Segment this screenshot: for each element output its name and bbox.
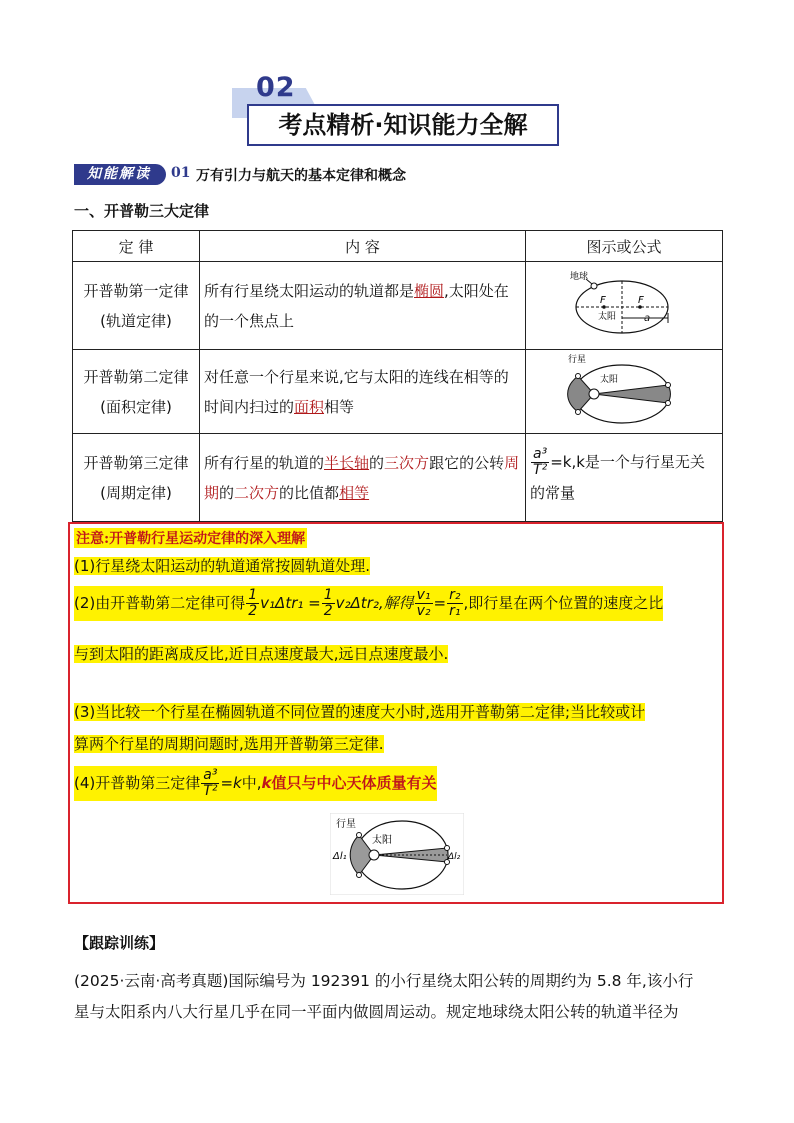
law-name-line1: 开普勒第二定律: [83, 367, 189, 386]
law-figure: [526, 262, 723, 350]
law-figure: [526, 350, 723, 434]
note-emphasis: 值只与中心天体质量有关: [271, 774, 437, 792]
formula-denominator: T²: [533, 462, 548, 478]
arc-label-1: Δl₁: [333, 851, 347, 862]
law-content: [200, 350, 526, 434]
sun-label: 太阳: [598, 311, 617, 322]
content-text: 所有行星绕太阳运动的轨道都是: [204, 281, 415, 300]
frac-num: 1: [323, 587, 333, 603]
frac-den: 2: [248, 603, 258, 619]
content-text: ,太阳处在的一个焦点上: [204, 281, 509, 330]
note-text: (1)行星绕太阳运动的轨道通常按圆轨道处理.: [74, 557, 371, 575]
tag-label: 知能解读: [87, 166, 151, 182]
law-content: [200, 434, 526, 522]
formula-numerator: a³: [533, 446, 548, 462]
planet-label: 行星: [568, 354, 587, 365]
law-name-line1: 开普勒第一定律: [83, 281, 189, 300]
focus-label: F: [638, 294, 644, 306]
header-content: 内 容: [200, 231, 526, 262]
section-number: 02: [256, 72, 296, 103]
fraction-half: [246, 588, 259, 619]
equation-term: v₂Δtr₂,解得: [335, 594, 414, 612]
keyword-area: 面积: [294, 397, 325, 416]
content-text: 的: [219, 483, 235, 502]
keyword-equal: 相等: [339, 483, 370, 502]
frac-den: 2: [323, 603, 333, 619]
note-text: (3)当比较一个行星在椭圆轨道不同位置的速度大小时,选用开普勒第二定律;当比较或计: [74, 703, 646, 721]
ellipse-orbit-diagram: [564, 269, 684, 339]
law-name-line1: 开普勒第三定律: [83, 453, 189, 472]
tag-number: 01: [171, 165, 191, 181]
note-text: (2)由开普勒第二定律可得: [74, 594, 246, 612]
content-text: 对任意一个行星来说,它与太阳的连线在相等的时间内扫过的: [204, 367, 509, 416]
law-formula: [526, 434, 723, 522]
equation-term: =k: [220, 774, 242, 792]
content-text: 相等: [324, 397, 355, 416]
tracking-label: 【跟踪训练】: [74, 934, 165, 952]
frac-den: T²: [203, 783, 218, 799]
note-point-2-cont: [74, 642, 448, 666]
note-text: ,即行星在两个位置的速度之比: [463, 594, 664, 612]
frac-den: r₁: [449, 603, 461, 619]
content-text: 跟它的公转: [429, 453, 505, 472]
content-text: 的: [369, 453, 385, 472]
law-content: [200, 262, 526, 350]
note-point-1: [74, 554, 370, 578]
table-header-row: [73, 231, 723, 262]
question-line-1: (2025·云南·高考真题)国际编号为 192391 的小行星绕太阳公转的周期约为 5.8 年,该小行: [74, 972, 694, 990]
law-name-line2: (轨道定律): [100, 311, 172, 330]
table-row: [73, 262, 723, 350]
law-name-line2: (周期定律): [100, 483, 172, 502]
law-name: [73, 350, 200, 434]
formula-fraction: [531, 447, 549, 478]
keyword-square: 二次方: [234, 483, 280, 502]
formula-fraction: [201, 768, 219, 799]
law-name: [73, 262, 200, 350]
frac-num: v₁: [416, 587, 431, 603]
note-text: 算两个行星的周期问题时,选用开普勒第三定律.: [74, 735, 384, 753]
area-law-diagram: [564, 354, 684, 426]
arc-label-2: Δl₂: [448, 852, 461, 862]
semi-major-axis-label: a: [644, 312, 651, 324]
frac-num: r₂: [449, 587, 461, 603]
content-text: 的比值都: [279, 483, 340, 502]
table-row: [73, 350, 723, 434]
content-text: 所有行星的轨道的: [204, 453, 325, 472]
note-title: 注意:开普勒行星运动定律的深入理解: [74, 528, 307, 548]
keyword-period: 周期: [204, 453, 520, 502]
earth-label: 地球: [570, 271, 589, 282]
header-figure: 图示或公式: [526, 231, 723, 262]
focus-label: F: [600, 294, 606, 306]
keyword-ellipse: 椭圆: [414, 281, 445, 300]
page-title: 考点精析·知识能力全解: [278, 111, 528, 139]
keyword-cube: 三次方: [384, 453, 430, 472]
question-line-2: 星与太阳系内八大行星几乎在同一平面内做圆周运动。规定地球绕太阳公转的轨道半径为: [74, 1003, 679, 1021]
frac-num: 1: [248, 587, 258, 603]
sun-label: 太阳: [372, 835, 392, 846]
law-name: [73, 434, 200, 522]
orbit-arc-diagram: [330, 813, 464, 895]
fraction-velocity: [415, 588, 433, 619]
note-text: 与到太阳的距离成反比,近日点速度最大,远日点速度最小.: [74, 645, 449, 663]
fraction-radius: [447, 588, 462, 619]
header-law: 定 律: [73, 231, 200, 262]
equation-term: v₁Δtr₁ =: [260, 594, 321, 612]
section-heading: 一、开普勒三大定律: [74, 202, 210, 220]
keyword-semimajor: 半长轴: [324, 453, 370, 472]
table-row: [73, 434, 723, 522]
k-symbol: k: [261, 774, 272, 792]
note-point-4: [74, 766, 437, 801]
note-point-3-cont: [74, 732, 384, 756]
note-text: 中,: [241, 774, 262, 792]
fraction-half: [322, 588, 335, 619]
frac-den: v₂: [416, 603, 431, 619]
planet-label: 行星: [336, 819, 356, 830]
note-text: (4)开普勒第三定律: [74, 774, 201, 792]
sun-label: 太阳: [600, 374, 619, 385]
law-name-line2: (面积定律): [100, 397, 172, 416]
tag-title: 万有引力与航天的基本定律和概念: [196, 168, 406, 184]
equals-sign: =: [433, 594, 447, 612]
kepler-laws-table: [72, 230, 723, 522]
note-point-3: [74, 700, 645, 724]
note-point-2: [74, 586, 663, 621]
formula-text: =k,k是一个与行星无关的常量: [530, 453, 705, 502]
frac-num: a³: [203, 767, 218, 783]
